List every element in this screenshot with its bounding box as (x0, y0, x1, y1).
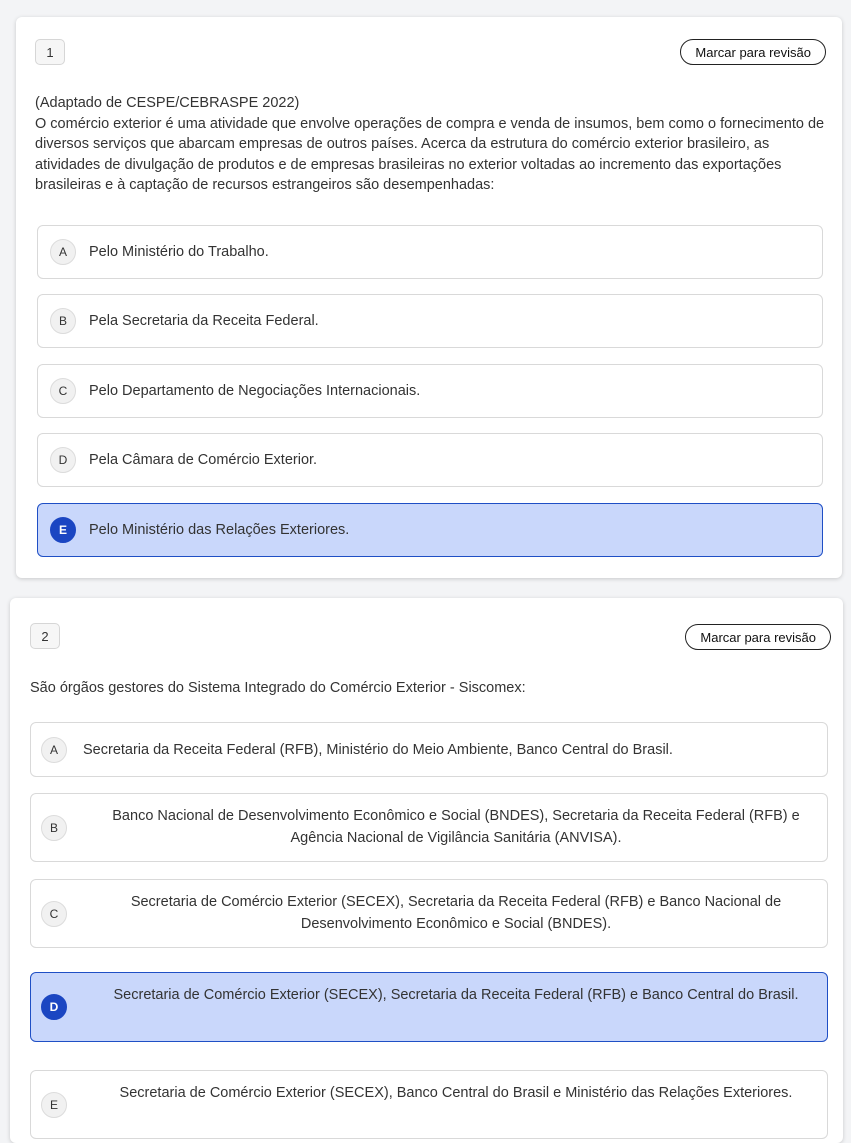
option-letter: B (41, 815, 67, 841)
option-d[interactable] (37, 433, 823, 487)
option-c[interactable] (37, 364, 823, 418)
option-text: Pela Câmara de Comércio Exterior. (89, 452, 318, 468)
option-a[interactable] (37, 225, 823, 279)
option-letter: C (50, 378, 76, 404)
option-text: Secretaria de Comércio Exterior (SECEX), Secretaria da Receita Federal (RFB) e Banco Nacional de Desenvolvimento Econômico e Social (BNDES). (130, 894, 782, 932)
question-card-1 (16, 17, 842, 578)
question-statement: O comércio exterior é uma atividade que envolve operações de compra e venda de insumos, bem como o fornecimento de diversos serviços que abarcam empresas de outros países. Acerca da estrutura do comércio exterior brasileiro, as atividades de divulgação de produtos e de empresas brasileiras no exterior voltadas ao incremento das exportações brasileiras e à captação de recursos estrangeiros são desempenhadas: (35, 115, 825, 193)
option-e-selected[interactable] (37, 503, 823, 557)
option-letter: C (41, 901, 67, 927)
question-source: (Adaptado de CESPE/CEBRASPE 2022) (35, 95, 300, 111)
option-text: Pela Secretaria da Receita Federal. (89, 313, 319, 329)
question-card-2 (10, 598, 843, 1143)
option-letter: E (41, 1092, 67, 1118)
option-c[interactable] (30, 879, 828, 948)
option-letter: D (50, 447, 76, 473)
question-text (35, 93, 825, 196)
option-letter: B (50, 308, 76, 334)
option-letter: E (50, 517, 76, 543)
question-statement: São órgãos gestores do Sistema Integrado do Comércio Exterior - Siscomex: (30, 680, 526, 696)
option-text: Secretaria de Comércio Exterior (SECEX), Secretaria da Receita Federal (RFB) e Banco Central do Brasil. (113, 987, 799, 1003)
option-a[interactable] (30, 722, 828, 777)
question-number: 2 (30, 623, 60, 649)
option-b[interactable] (30, 793, 828, 862)
option-letter: A (41, 737, 67, 763)
option-text: Secretaria de Comércio Exterior (SECEX), Banco Central do Brasil e Ministério das Relações Exteriores. (119, 1085, 793, 1101)
mark-for-review-button[interactable]: Marcar para revisão (680, 39, 826, 65)
option-e[interactable] (30, 1070, 828, 1139)
option-d-selected[interactable] (30, 972, 828, 1042)
question-number: 1 (35, 39, 65, 65)
option-text: Pelo Ministério das Relações Exteriores. (89, 522, 350, 538)
option-b[interactable] (37, 294, 823, 348)
option-text: Pelo Ministério do Trabalho. (89, 244, 269, 260)
option-text: Banco Nacional de Desenvolvimento Econômico e Social (BNDES), Secretaria da Receita Federal (RFB) e Agência Nacional de Vigilância Sanitária (ANVISA). (112, 808, 800, 846)
option-letter: D (41, 994, 67, 1020)
option-letter: A (50, 239, 76, 265)
mark-for-review-button[interactable]: Marcar para revisão (685, 624, 831, 650)
option-text: Secretaria da Receita Federal (RFB), Ministério do Meio Ambiente, Banco Central do Brasil. (83, 742, 673, 758)
option-text: Pelo Departamento de Negociações Internacionais. (89, 383, 421, 399)
